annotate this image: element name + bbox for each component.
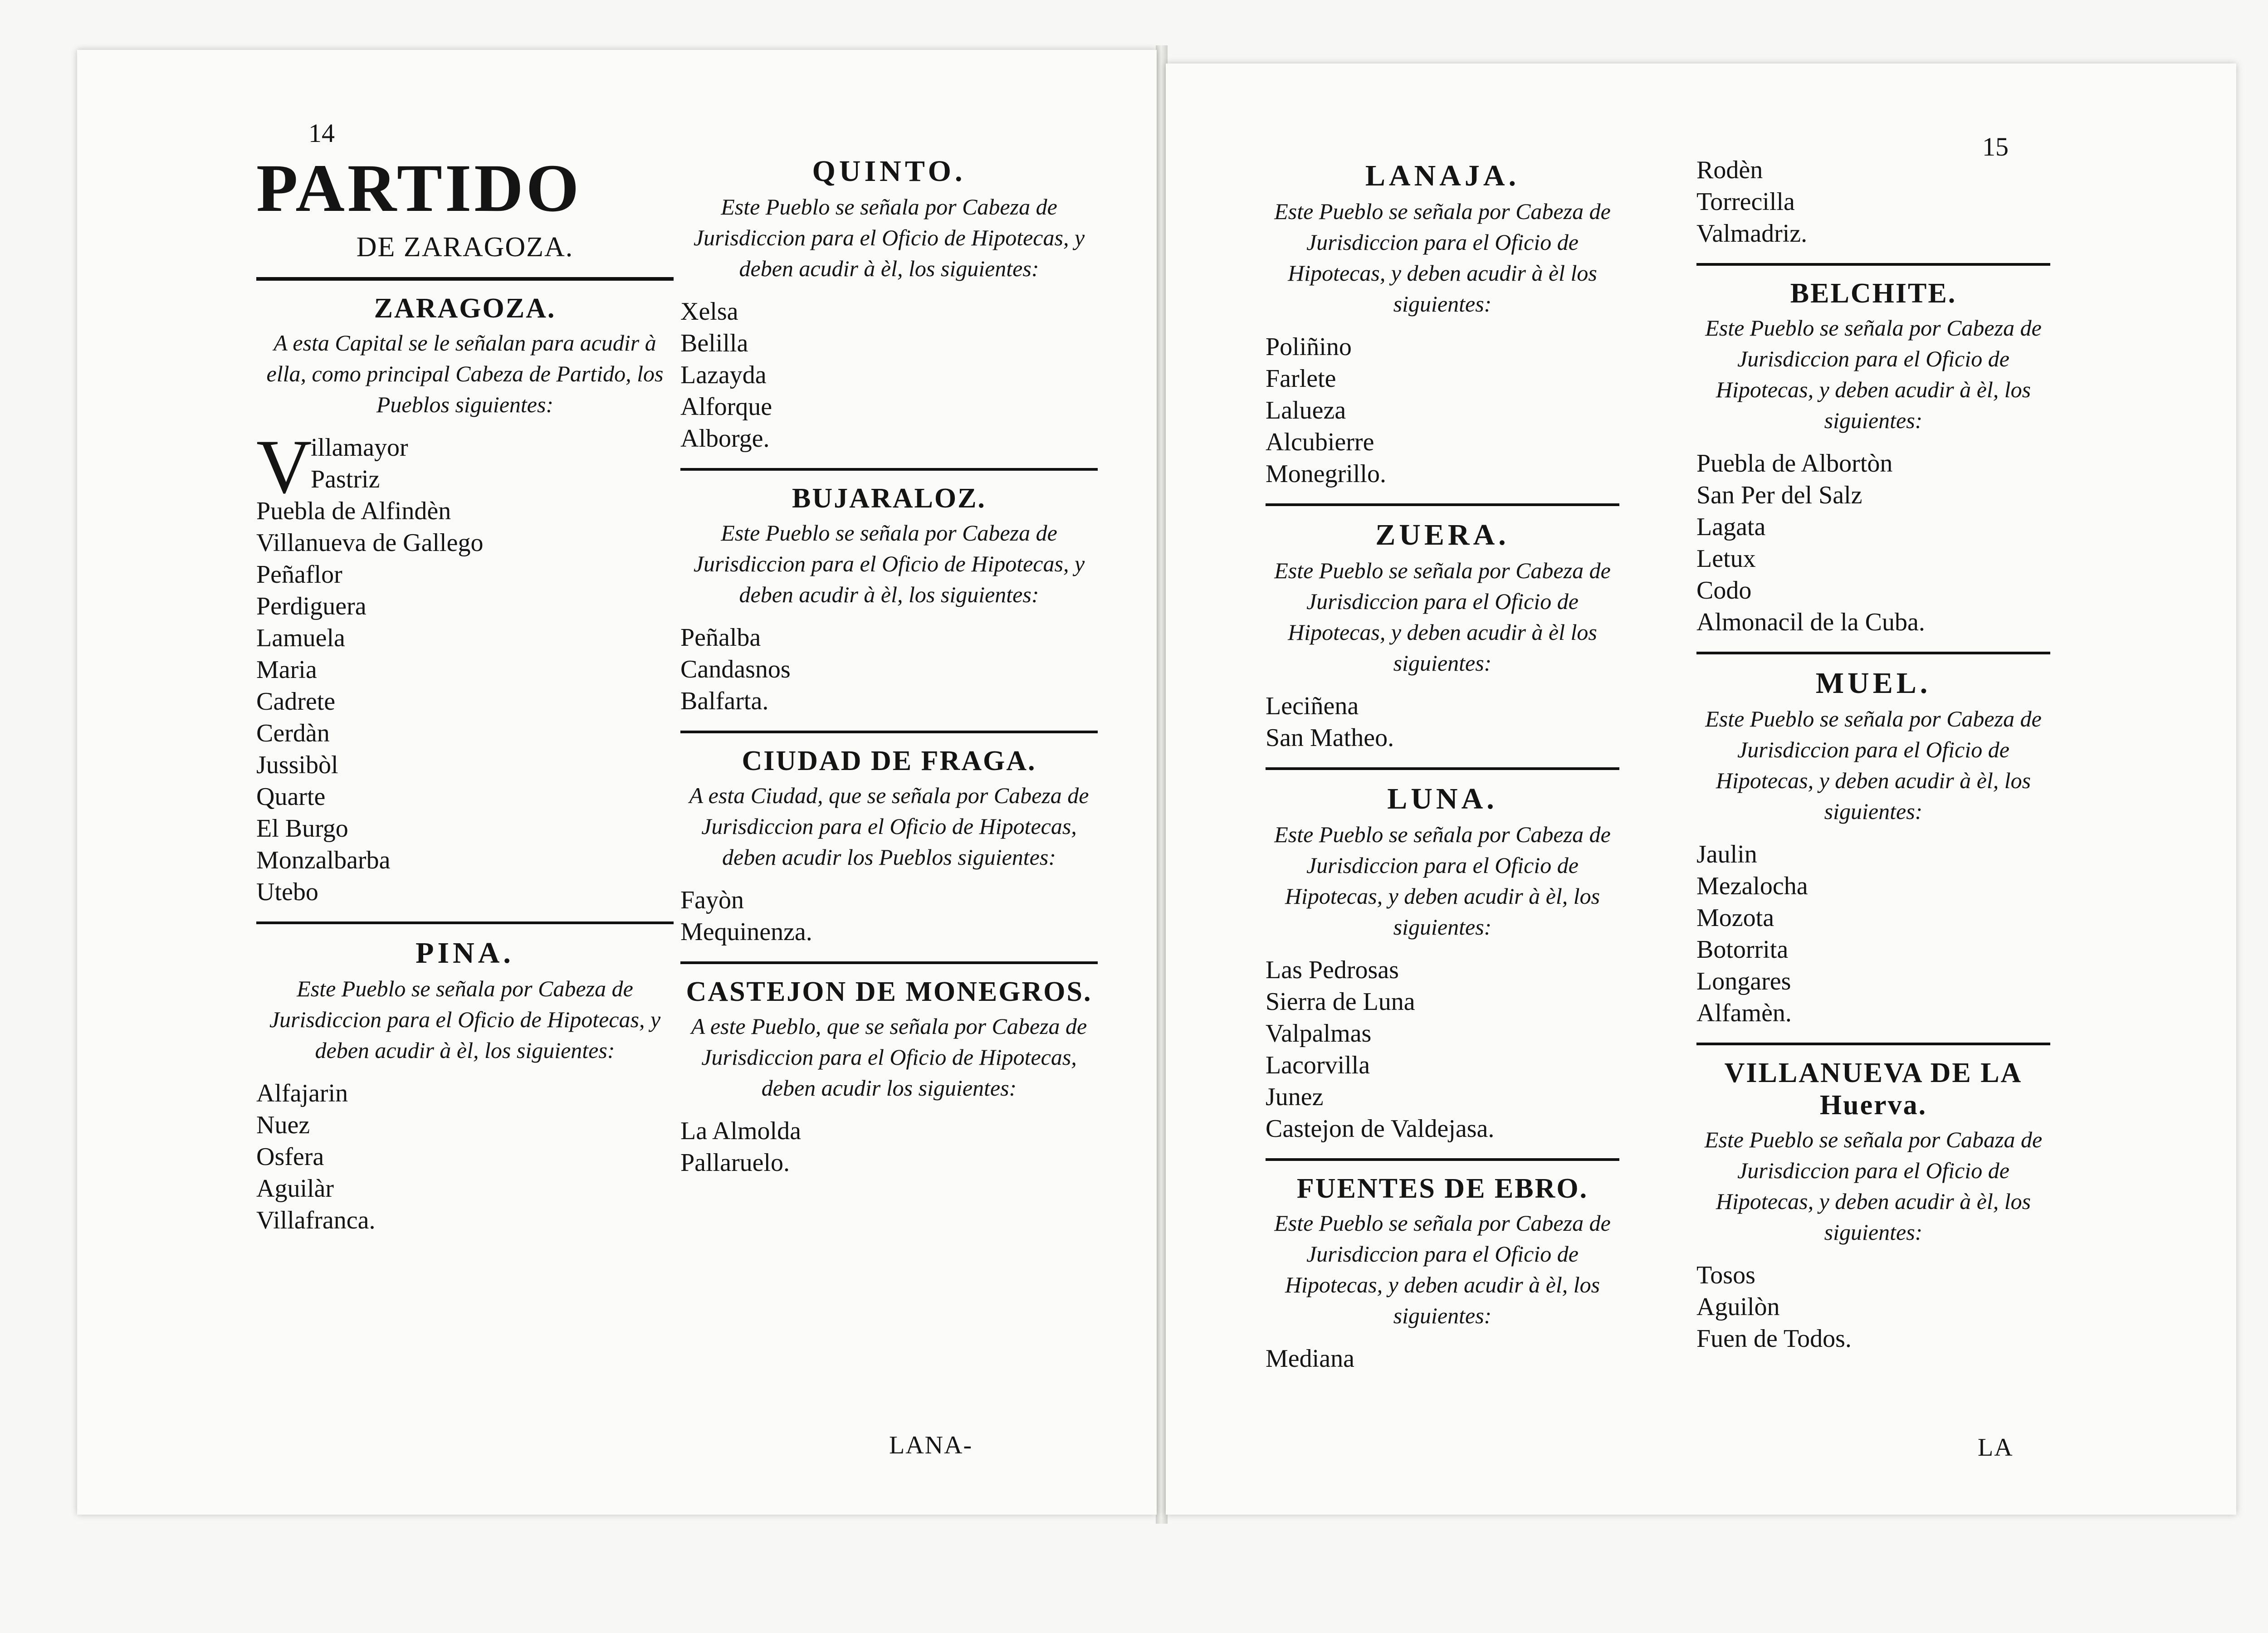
town-list	[1696, 448, 2050, 638]
town-name: Aguilàr	[256, 1175, 334, 1203]
town-name: Leciñena	[1266, 692, 1359, 720]
section-belchite	[1696, 278, 2050, 638]
town-name: Alforque	[680, 393, 772, 421]
town-name: Valmadriz.	[1696, 219, 1808, 248]
town-list	[680, 296, 1098, 454]
town-list	[1696, 838, 2050, 1029]
section-description: A este Pueblo, que se señala por Cabeza de Jurisdiccion para el Oficio de Hipotecas, deben acudir los siguientes:	[691, 1014, 1087, 1101]
town-name: Rodèn	[1696, 156, 1763, 184]
town-name: Cadrete	[256, 687, 336, 716]
town-name: Letux	[1696, 545, 1756, 573]
town-name: Codo	[1696, 576, 1752, 604]
section-description: Este Pueblo se señala por Cabaza de Jurisdiccion para el Oficio de Hipotecas, y deben acudir à èl, los siguientes:	[1704, 1127, 2043, 1245]
divider	[1266, 767, 1619, 770]
divider	[1266, 503, 1619, 506]
town-name: Candasnos	[680, 655, 791, 683]
section-muel	[1696, 666, 2050, 1029]
partido-subtitle: DE ZARAGOZA.	[356, 232, 574, 263]
page-number: 14	[308, 118, 335, 148]
section-heading: LUNA.	[1387, 782, 1498, 815]
town-name: Fuen de Todos.	[1696, 1325, 1852, 1353]
divider	[680, 731, 1098, 733]
town-name: Peñaflor	[256, 561, 342, 589]
page-number: 15	[1982, 132, 2009, 161]
town-name: Quarte	[256, 783, 326, 811]
town-name: Lacorvilla	[1266, 1051, 1370, 1079]
town-name: Mezalocha	[1696, 872, 1808, 900]
drop-cap: V	[256, 424, 312, 509]
section-heading: MUEL.	[1815, 667, 1931, 700]
divider	[256, 277, 674, 281]
left-column-2	[680, 154, 1098, 1188]
section-castejon-monegros	[680, 976, 1098, 1179]
town-list	[680, 622, 1098, 717]
town-name: La Almolda	[680, 1117, 801, 1145]
section-heading: QUINTO.	[812, 155, 966, 188]
town-name: Botorrita	[1696, 936, 1789, 964]
town-name: Alcubierre	[1266, 428, 1374, 456]
divider	[1696, 652, 2050, 654]
town-name: Peñalba	[680, 624, 761, 652]
divider	[1696, 1043, 2050, 1045]
right-page	[1166, 63, 2236, 1515]
town-name: Fayòn	[680, 886, 744, 914]
section-zaragoza	[256, 292, 674, 908]
section-heading: ZUERA.	[1375, 518, 1510, 551]
town-name: El Burgo	[256, 814, 348, 843]
town-name: Nuez	[256, 1111, 310, 1139]
section-description: Este Pueblo se señala por Cabeza de Jurisdiccion para el Oficio de Hipotecas, y deben acudir à èl, los siguientes:	[1705, 706, 2042, 824]
right-column-1	[1266, 159, 1619, 1384]
section-villanueva-huerva	[1696, 1057, 2050, 1355]
town-name: Farlete	[1266, 365, 1336, 393]
town-name: Lazayda	[680, 361, 767, 389]
town-name: Osfera	[256, 1143, 324, 1171]
section-description: Este Pueblo se señala por Cabeza de Jurisdiccion para el Oficio de Hipotecas, y deben acudir à èl los siguientes:	[1274, 199, 1611, 317]
town-name: Belilla	[680, 329, 748, 357]
section-description: A esta Capital se le señalan para acudir à ella, como principal Cabeza de Partido, los Pueblos siguientes:	[266, 330, 664, 417]
section-description: Este Pueblo se señala por Cabeza de Jurisdiccion para el Oficio de Hipotecas, y deben acudir à èl, los siguientes:	[1274, 822, 1611, 940]
town-list	[1266, 1343, 1619, 1375]
catchword: LANA-	[889, 1431, 973, 1459]
town-name: Valpalmas	[1266, 1019, 1372, 1048]
town-list	[1266, 331, 1619, 490]
town-name: Lamuela	[256, 624, 345, 652]
town-name: Poliñino	[1266, 333, 1352, 361]
catchword: LA	[1978, 1433, 2014, 1462]
town-name: Monegrillo.	[1266, 460, 1386, 488]
section-heading: PINA.	[415, 936, 514, 970]
town-name: Las Pedrosas	[1266, 956, 1399, 984]
town-name: Alfajarin	[256, 1079, 348, 1107]
section-description: Este Pueblo se señala por Cabeza de Jurisdiccion para el Oficio de Hipotecas, y deben acudir à èl, los siguientes:	[693, 194, 1085, 281]
town-name: Mozota	[1696, 904, 1774, 932]
left-column-1	[256, 151, 674, 1245]
town-name: Maria	[256, 656, 317, 684]
town-name: Puebla de Alfindèn	[256, 497, 451, 525]
town-list	[256, 463, 674, 908]
divider	[1696, 263, 2050, 266]
left-page	[77, 50, 1157, 1515]
section-luna	[1266, 782, 1619, 1145]
town-name: Aguilòn	[1696, 1293, 1780, 1321]
town-name: Monzalbarba	[256, 846, 391, 874]
section-lanaja	[1266, 159, 1619, 490]
section-fraga	[680, 745, 1098, 948]
divider	[680, 468, 1098, 471]
divider	[1266, 1158, 1619, 1161]
section-heading: ZARAGOZA.	[374, 293, 556, 324]
section-heading: CIUDAD DE FRAGA.	[742, 746, 1036, 776]
town-list	[1696, 1259, 2050, 1355]
section-heading: LANAJA.	[1365, 159, 1520, 192]
section-bujaraloz	[680, 483, 1098, 717]
town-name: Villafranca.	[256, 1206, 376, 1234]
divider	[680, 961, 1098, 964]
town-name: Sierra de Luna	[1266, 988, 1415, 1016]
section-description: Este Pueblo se señala por Cabeza de Jurisdiccion para el Oficio de Hipotecas, y deben acudir à èl, los siguientes:	[693, 520, 1085, 607]
partido-title: PARTIDO	[256, 151, 582, 226]
section-fuentes-ebro	[1266, 1173, 1619, 1375]
town-name: Villanueva de Gallego	[256, 529, 484, 557]
town-name: Balfarta.	[680, 687, 769, 715]
town-name: Lagata	[1696, 513, 1766, 541]
section-quinto	[680, 154, 1098, 454]
section-heading: CASTEJON DE MONEGROS.	[686, 976, 1092, 1007]
town-name: Jussibòl	[256, 751, 338, 779]
town-name: Mequinenza.	[680, 918, 812, 946]
town-name: Jaulin	[1696, 840, 1757, 868]
section-heading: BELCHITE.	[1790, 278, 1957, 309]
section-heading: BUJARALOZ.	[792, 483, 986, 514]
town-name: Utebo	[256, 878, 318, 906]
town-name: San Matheo.	[1266, 724, 1394, 752]
town-list	[1266, 690, 1619, 754]
section-heading: VILLANUEVA DE LA Huerva.	[1724, 1058, 2023, 1121]
town-name: Puebla de Albortòn	[1696, 449, 1893, 478]
town-name: San Per del Salz	[1696, 481, 1862, 509]
town-name: Xelsa	[680, 297, 738, 326]
section-description: Este Pueblo se señala por Cabeza de Jurisdiccion para el Oficio de Hipotecas, y deben acudir à èl, los siguientes:	[1274, 1210, 1611, 1328]
town-name: Torrecilla	[1696, 188, 1795, 216]
town-name: Mediana	[1266, 1345, 1354, 1373]
town-name: Alfamèn.	[1696, 999, 1792, 1027]
continued-town-list	[1696, 154, 2050, 249]
right-column-2	[1696, 154, 2050, 1364]
section-description: Este Pueblo se señala por Cabeza de Jurisdiccion para el Oficio de Hipotecas, y deben acudir à èl, los siguientes:	[1705, 315, 2042, 433]
section-description: Este Pueblo se señala por Cabeza de Jurisdiccion para el Oficio de Hipotecas, y deben acudir à èl, los siguientes:	[269, 976, 661, 1063]
town-name: Tosos	[1696, 1261, 1755, 1289]
town-name: Lalueza	[1266, 396, 1346, 424]
divider	[256, 921, 674, 924]
town-name: Junez	[1266, 1083, 1324, 1111]
town-name: Alborge.	[680, 424, 770, 453]
town-name: Castejon de Valdejasa.	[1266, 1115, 1495, 1143]
section-description: Este Pueblo se señala por Cabeza de Jurisdiccion para el Oficio de Hipotecas, y deben acudir à èl los siguientes:	[1274, 558, 1611, 676]
town-name: Almonacil de la Cuba.	[1696, 608, 1925, 636]
town-list	[1266, 954, 1619, 1145]
section-pina	[256, 936, 674, 1236]
section-zuera	[1266, 518, 1619, 754]
section-heading: FUENTES DE EBRO.	[1296, 1173, 1589, 1204]
town-list	[680, 884, 1098, 948]
section-description: A esta Ciudad, que se señala por Cabeza de Jurisdiccion para el Oficio de Hipotecas, deben acudir los Pueblos siguientes:	[689, 783, 1089, 870]
town-name: Pallaruelo.	[680, 1149, 790, 1177]
town-list	[680, 1115, 1098, 1179]
town-list	[256, 1077, 674, 1236]
town-name: Perdiguera	[256, 592, 367, 620]
town-name: Longares	[1696, 967, 1791, 995]
town-name: Cerdàn	[256, 719, 330, 747]
town-name: Pastriz	[311, 465, 380, 493]
town-name: illamayor	[311, 434, 408, 462]
